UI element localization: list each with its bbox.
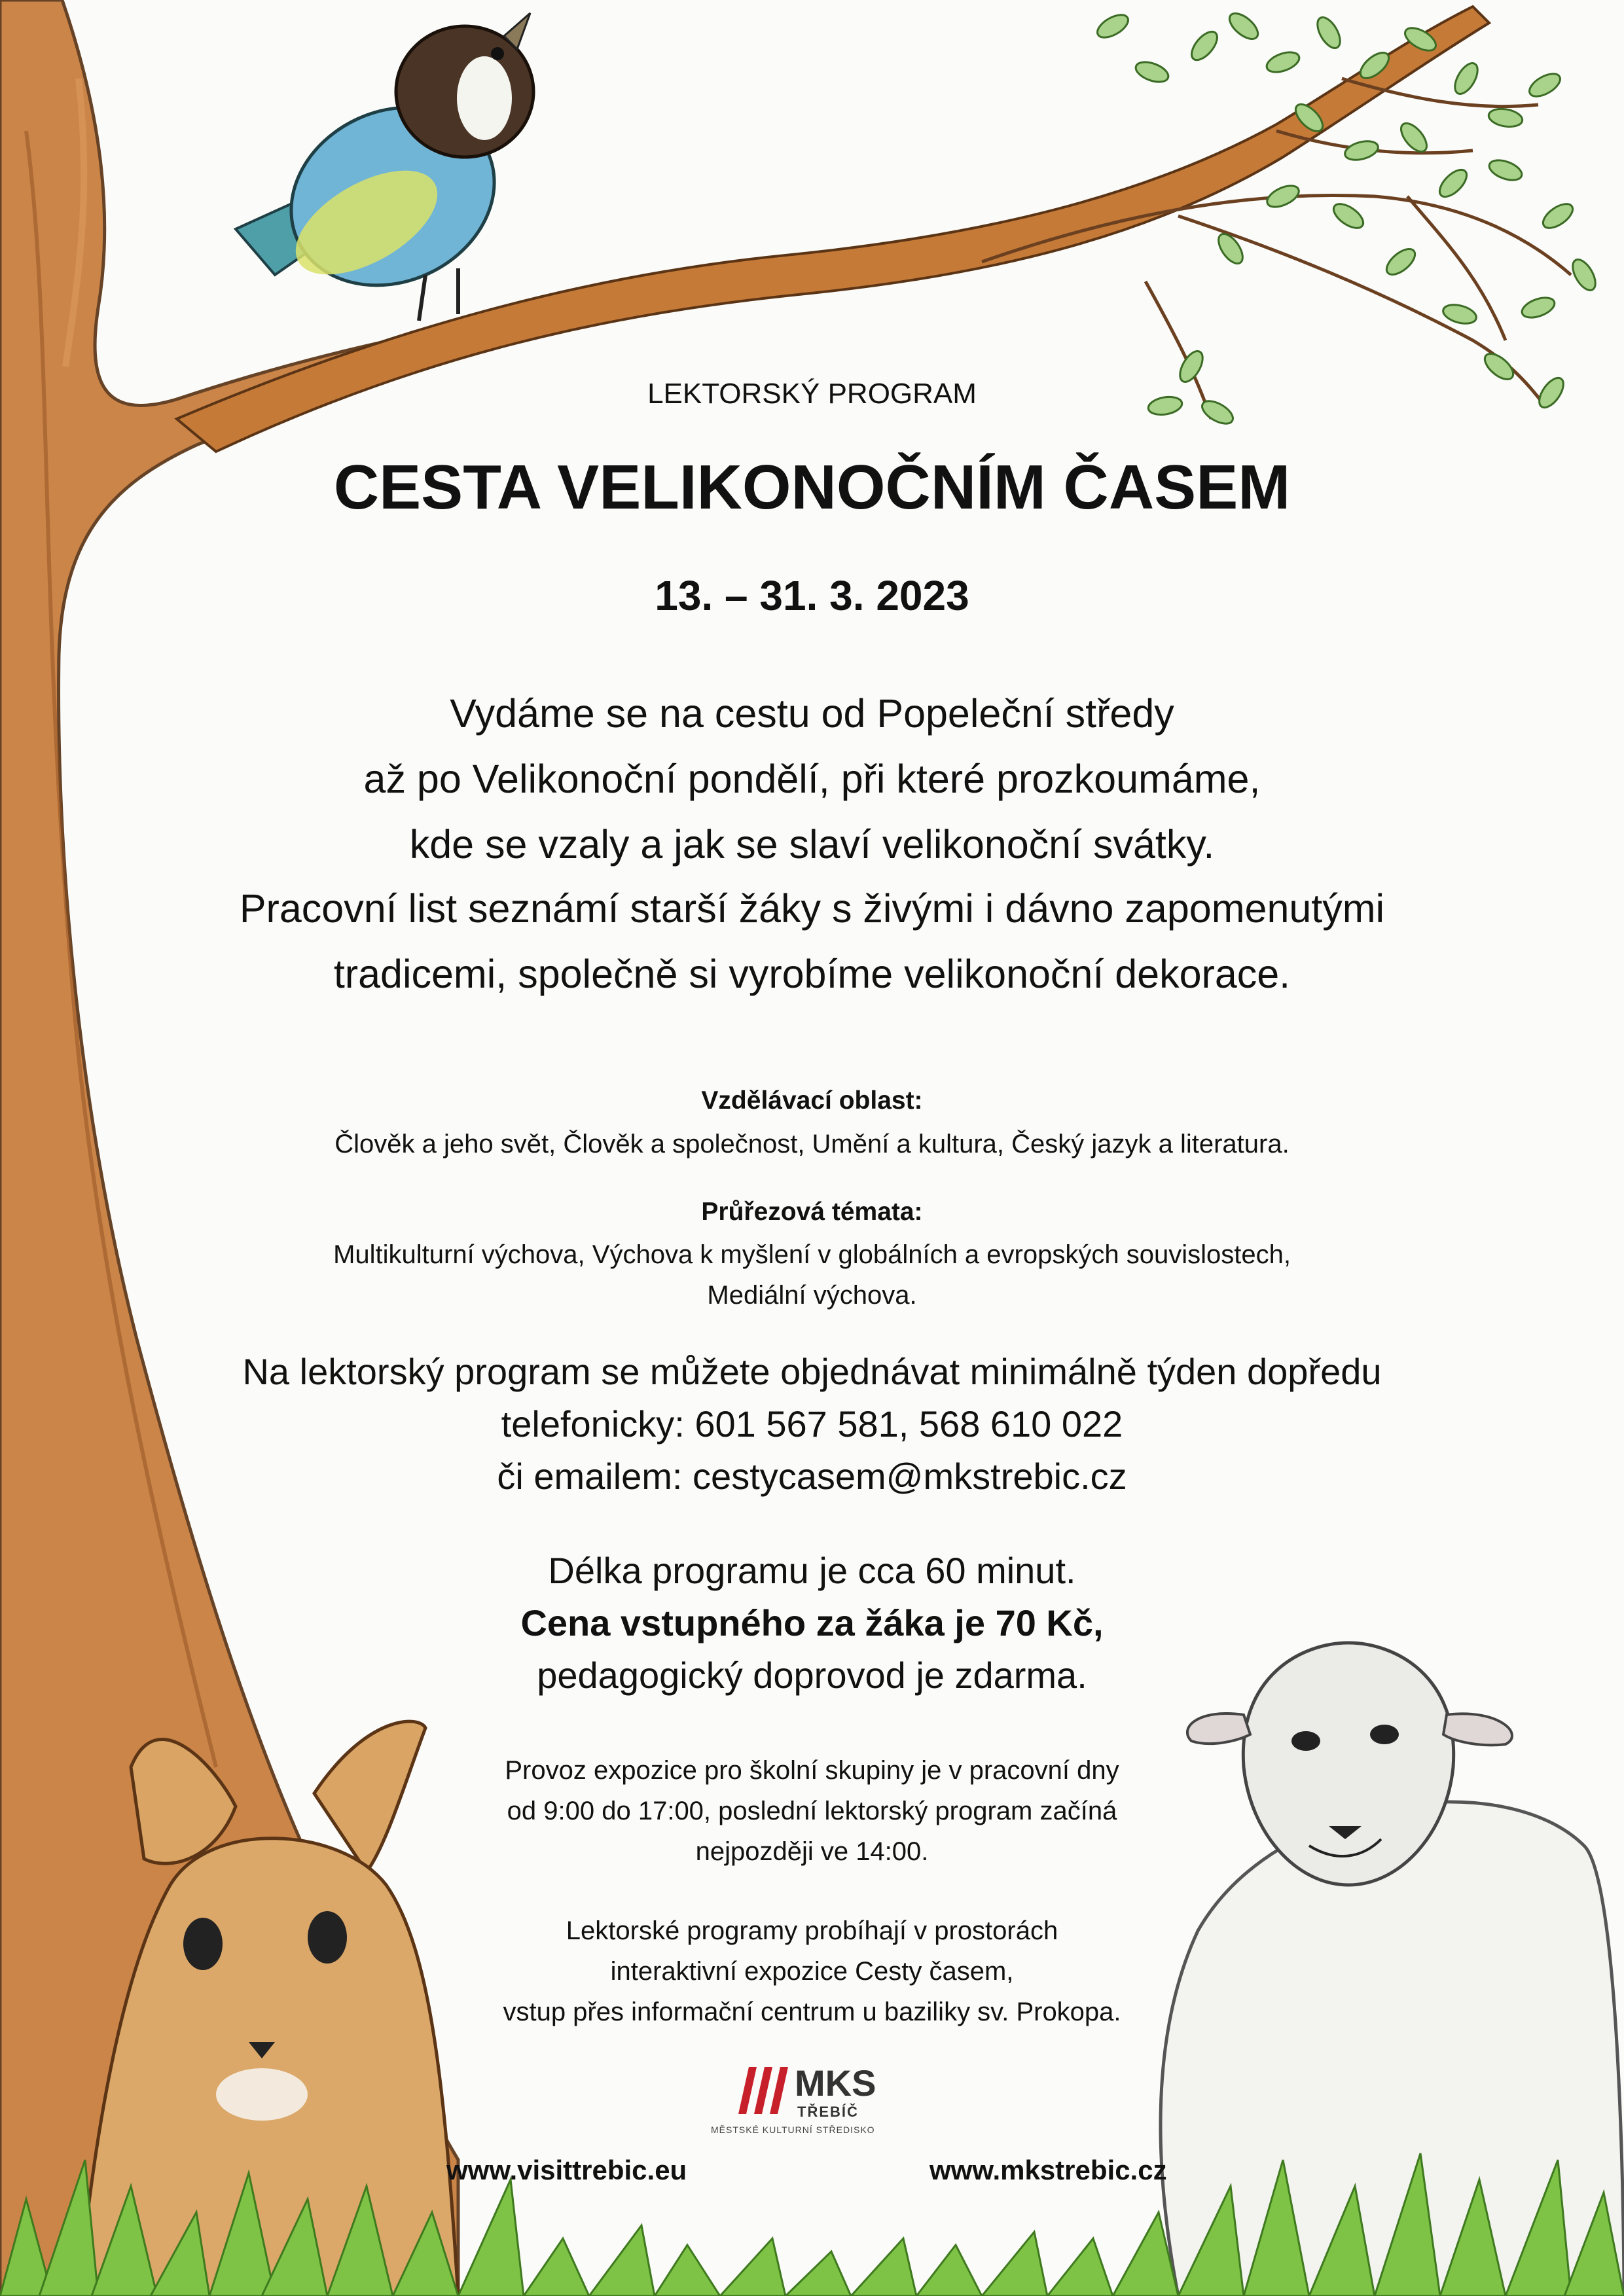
booking-email: či emailem: cestycasem@mkstrebic.cz <box>497 1456 1127 1497</box>
intro-line: Vydáme se na cestu od Popeleční středy <box>450 691 1174 736</box>
program-kicker: LEKTORSKÝ PROGRAM <box>647 378 977 410</box>
price-text: Cena vstupného za žáka je 70 Kč, <box>520 1602 1104 1643</box>
location-line: vstup přes informační centrum u baziliky sv. Prokopa. <box>503 1998 1121 2026</box>
mks-logo-icon <box>727 2062 799 2118</box>
hours-line: Provoz expozice pro školní skupiny je v pracovní dny <box>505 1756 1119 1785</box>
intro-line: až po Velikonoční pondělí, při které prozkoumáme, <box>363 757 1261 801</box>
intro-line: Pracovní list seznámí starší žáky s živými i dávno zapomenutými <box>239 886 1385 931</box>
footer-link-mkstrebic[interactable]: www.mkstrebic.cz <box>929 2155 1167 2185</box>
themes-line: Mediální výchova. <box>707 1281 917 1310</box>
duration-text: Délka programu je cca 60 minut. <box>548 1550 1076 1591</box>
hours-line: nejpozději ve 14:00. <box>695 1837 929 1866</box>
bird-illustration <box>236 13 533 321</box>
intro-line: kde se vzaly a jak se slaví velikonoční svátky. <box>409 822 1215 867</box>
education-heading: Vzdělávací oblast: <box>701 1086 923 1115</box>
education-text: Člověk a jeho svět, Člověk a společnost, Umění a kultura, Český jazyk a literatura. <box>334 1130 1290 1158</box>
teacher-free-text: pedagogický doprovod je zdarma. <box>537 1655 1087 1696</box>
booking-line: Na lektorský program se můžete objednávat minimálně týden dopředu <box>242 1351 1382 1392</box>
intro-line: tradicemi, společně si vyrobíme velikonoční dekorace. <box>333 952 1291 996</box>
location-line: Lektorské programy probíhají v prostorách <box>566 1916 1058 1945</box>
themes-line: Multikulturní výchova, Výchova k myšlení v globálních a evropských souvislostech, <box>333 1240 1291 1269</box>
footer-link-visittrebic[interactable]: www.visittrebic.eu <box>446 2155 687 2185</box>
date-range: 13. – 31. 3. 2023 <box>655 572 969 619</box>
location-line: interaktivní expozice Cesty časem, <box>610 1957 1014 1986</box>
logo-name: MKS <box>795 2062 876 2104</box>
logo-city: TŘEBÍČ <box>797 2104 859 2120</box>
logo-subtitle: MĚSTSKÉ KULTURNÍ STŘEDISKO <box>711 2125 875 2135</box>
booking-phone: telefonicky: 601 567 581, 568 610 022 <box>501 1403 1123 1444</box>
themes-heading: Průřezová témata: <box>701 1198 923 1226</box>
hours-line: od 9:00 do 17:00, poslední lektorský program začíná <box>507 1797 1117 1825</box>
page-title: CESTA VELIKONOČNÍM ČASEM <box>333 452 1291 522</box>
mks-logo <box>707 2060 916 2139</box>
